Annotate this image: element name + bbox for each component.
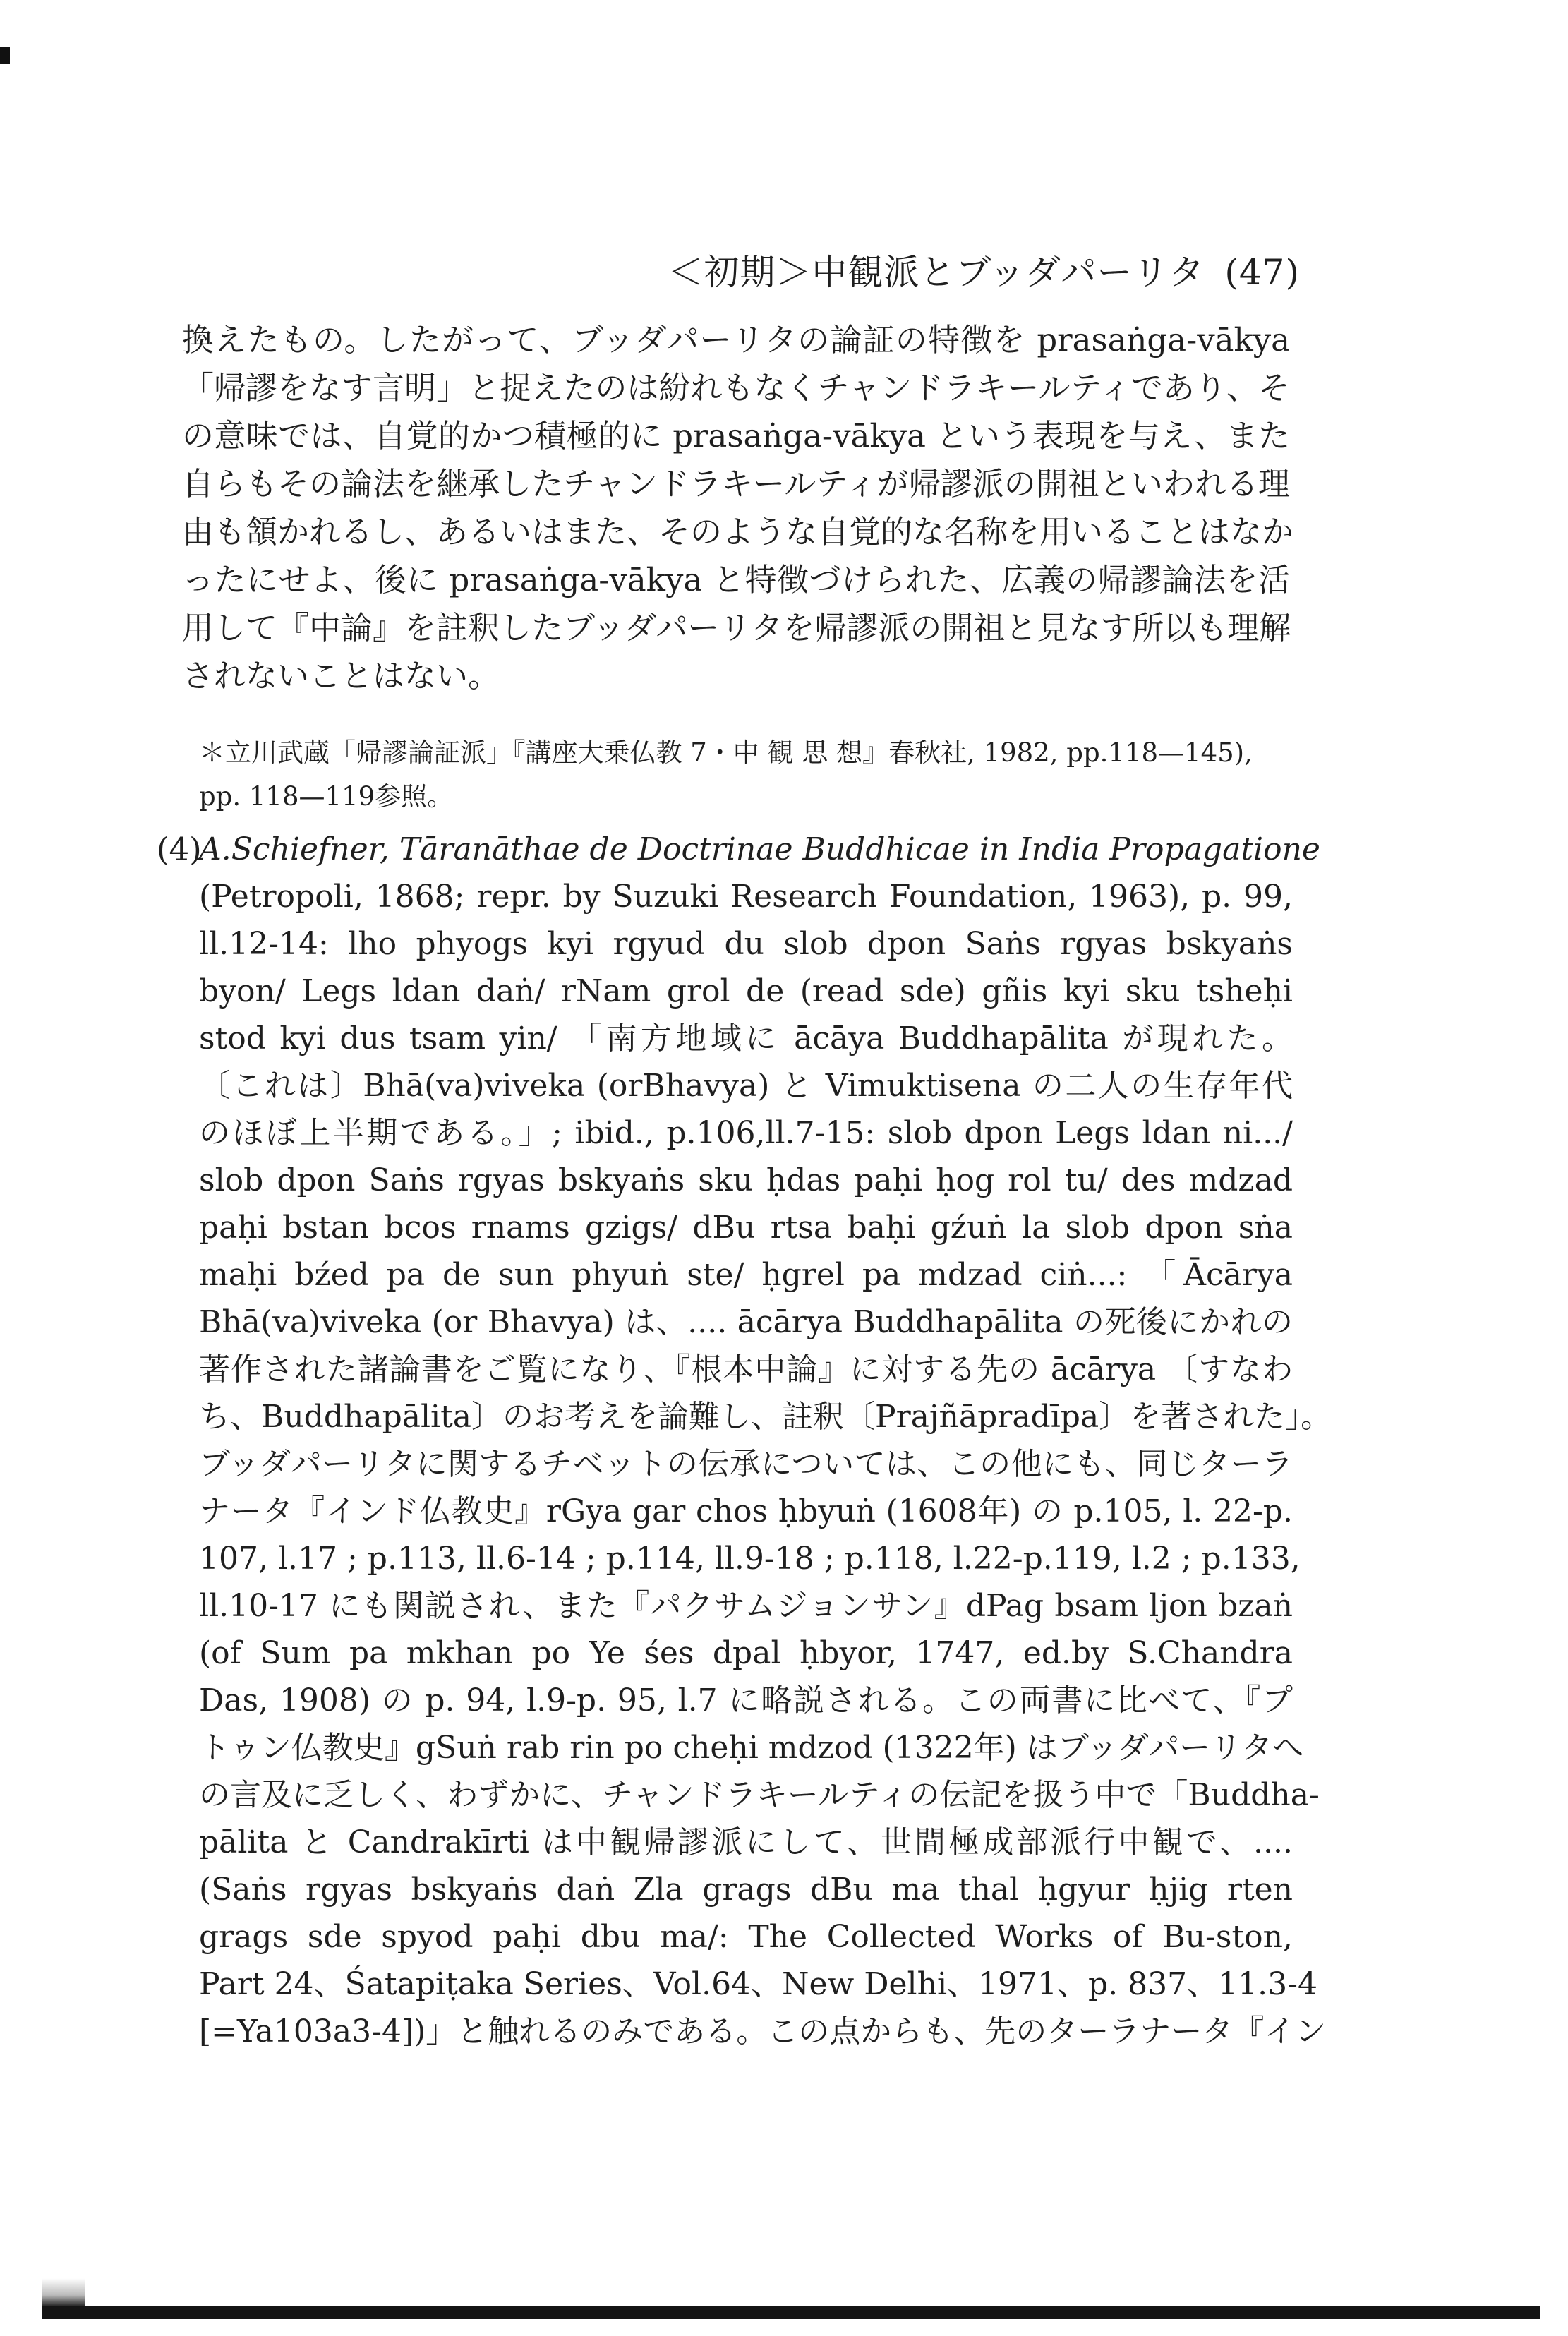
footnote-line: (of Sum pa mkhan po Ye śes dpal ḥbyor, 1747, ed.by S.Chandra [199,1635,1293,1671]
text-line: 「帰謬をなす言明」と捉えたのは紛れもなくチャンドラキールティであり、そ [182,369,1290,407]
footnote-line: Das, 1908) の p. 94, l.9-p. 95, l.7 に略説される。この両書に比べて、『プ [199,1682,1293,1718]
note-line: ＊立川武蔵「帰謬論証派」『講座大乗仏教 7・中 観 思 想』春秋社, 1982, pp.118—145), [199,737,1253,768]
text-line: 用して『中論』を註釈したブッダパーリタを帰謬派の開祖と見なす所以も理解 [182,609,1291,646]
footnote-line: byon/ Legs ldan daṅ/ rNam grol de (read sde) gñis kyi sku tsheḥi [199,973,1293,1009]
footnote-line: ll.12-14: lho phyogs kyi rgyud du slob dpon Saṅs rgyas bskyaṅs [199,926,1293,962]
text-line: の意味では、自覚的かつ積極的に prasaṅga-vākya という表現を与え、また [182,417,1290,454]
main-paragraph [182,316,1294,700]
footnote-line: ち、Buddhapālita〕のお考えを論難し、註釈〔Prajñāpradīpa〕を著された」。 [199,1399,1332,1435]
scan-bottom-border [42,2306,1540,2319]
text-line: 換えたもの。したがって、ブッダパーリタの論証の特徴を prasaṅga-vākya [182,321,1290,359]
scan-artifact-mark [0,47,10,64]
footnote-line: paḥi bstan bcos rnams gzigs/ dBu rtsa baḥi gźuṅ la slob dpon sṅa [199,1210,1293,1246]
text-line: されないことはない。 [182,657,500,694]
footnote-4 [157,826,1332,2055]
text-line: 由も頷かれるし、あるいはまた、そのような自覚的な名称を用いることはなか [182,513,1294,550]
footnote-line: ll.10-17 にも関説され、また『パクサムジョンサン』dPag bsam ljon bzaṅ [199,1588,1293,1624]
footnote-line: A.Schiefner, Tāranāthae de Doctrinae Buddhicae in India Propagatione [199,831,1320,867]
text-line: ったにせよ、後に prasaṅga-vākya と特徴づけられた、広義の帰謬論法を活 [182,561,1290,598]
scan-edge-shadow [42,2278,85,2306]
footnote-line: Part 24、Śatapiṭaka Series、Vol.64、New Delhi、1971、p. 837、11.3-4 [199,1966,1317,2002]
footnote-line: のほぼ上半期である。」; ibid., p.106,ll.7-15: slob dpon Legs ldan ni.../ [199,1115,1293,1151]
page-number: (47) [1224,252,1300,293]
footnote-line: pālita と Candrakīrti は中観帰謬派にして、世間極成部派行中観で、.... [199,1824,1293,1860]
footnote-line: (Petropoli, 1868; repr. by Suzuki Research Foundation, 1963), p. 99, [199,879,1293,915]
footnote-line: grags sde spyod paḥi dbu ma/: The Collected Works of Bu-ston, [199,1919,1293,1955]
text-line: 自らもその論法を継承したチャンドラキールティが帰謬派の開祖といわれる理 [182,465,1290,502]
footnote-line: (Saṅs rgyas bskyaṅs daṅ Zla grags dBu ma thal ḥgyur ḥjig rten [199,1872,1293,1908]
footnote-line: maḥi bźed pa de sun phyuṅ ste/ ḥgrel pa mdzad ciṅ...: 「Ācārya [199,1257,1293,1293]
footnote-line: [=Ya103a3-4])」と触れるのみである。この点からも、先のターラナータ『イン [199,2013,1327,2049]
footnote-line: ナータ『インド仏教史』rGya gar chos ḥbyuṅ (1608年) の p.105, l. 22-p. [199,1493,1293,1529]
footnote-line: 著作された諸論書をご覧になり、『根本中論』に対する先の ācārya 〔すなわ [199,1351,1293,1387]
footnote-body [199,826,1332,2055]
footnote-line: の言及に乏しく、わずかに、チャンドラキールティの伝記を扱う中で「Buddha- [199,1777,1320,1813]
running-head-title: ＜初期＞中観派とブッダパーリタ [668,252,1205,293]
footnote-line: stod kyi dus tsam yin/ 「南方地域に ācāya Buddhapālita が現れた。 [199,1021,1293,1056]
footnote-line: トゥン仏教史』gSuṅ rab rin po cheḥi mdzod (1322年) はブッダパーリタへ [199,1730,1304,1766]
footnote-number: (4) [157,831,202,868]
footnote-line: slob dpon Saṅs rgyas bskyaṅs sku ḥdas paḥi ḥog rol tu/ des mdzad [199,1162,1293,1198]
running-head [668,244,1300,295]
footnote-line: ブッダパーリタに関するチベットの伝承については、この他にも、同じターラ [199,1446,1293,1482]
note-line: pp. 118—119参照。 [199,781,454,812]
reference-note [199,731,1293,819]
footnote-line: 〔これは〕Bhā(va)viveka (orBhavya) と Vimuktisena の二人の生存年代 [199,1068,1293,1104]
footnote-line: Bhā(va)viveka (or Bhavya) は、.... ācārya Buddhapālita の死後にかれの [199,1304,1293,1340]
footnote-line: 107, l.17 ; p.113, ll.6-14 ; p.114, ll.9-18 ; p.118, l.22-p.119, l.2 ; p.133, [199,1541,1301,1577]
